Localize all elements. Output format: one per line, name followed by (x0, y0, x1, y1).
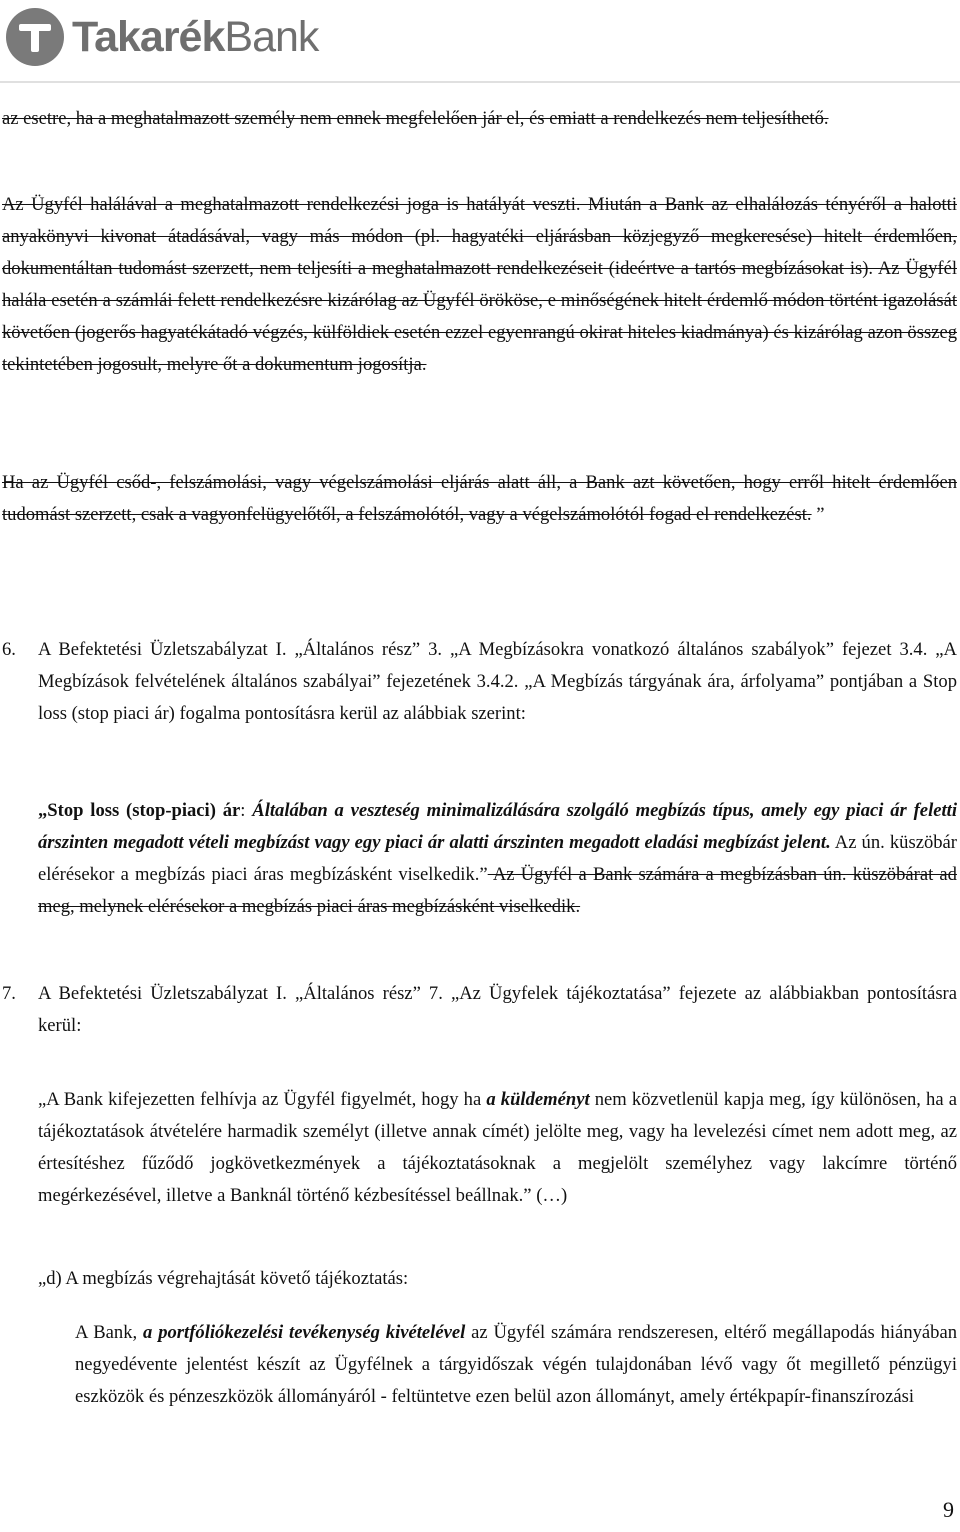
logo-text: TakarékBank (72, 12, 319, 61)
struck-paragraph-2: Az Ügyfél halálával a meghatalmazott rendelkezési joga is hatályát veszti. Miután a Bank az elhalálozás tényéről a halotti anyakönyvi kivonat átadásával, vagy más módon (pl. hagyatéki eljárásban közjegyző megkeresése) hitelt érdemlően, dokumentáltan tudomást szerzett, nem teljesíti a meghatalmazott rendelkezéseit (ideértve a tartós megbízásokat is). Az Ügyfél halála esetén a számlái felett rendelkezésre kizárólag az Ügyfél örököse, e minőségének hitelt érdemlő módon történt igazolását követően (jogerős hagyatékátadó végzés, külföldiek esetén ezzel egyenrangú okirat hiteles kiadmánya) és kizárólag azon összeg tekintetében jogosult, melyre őt a dokumentum jogosítja. (2, 194, 957, 375)
bank-logo (6, 8, 318, 66)
section-7-number: 7. (2, 983, 16, 1004)
logo-mark-icon (6, 8, 64, 66)
stop-loss-definition: „Stop loss (stop-piaci) ár: Általában a veszteség minimalizálására szolgáló megbízás típus, amely egy piaci ár feletti árszinten megadott vételi megbízást vagy egy piaci ár alatti árszinten megadott eladási megbízást jelent. Az ún. küszöbár elérésekor a megbízás piaci áras megbízásként viselkedik.” Az Ügyfél a Bank számára a megbízásban ún. küszöbárat ad meg, melynek elérésekor a megbízás piaci áras megbízásként viselkedik. (38, 800, 957, 917)
quote-paragraph-2: „d) A megbízás végrehajtását követő tájékoztatás: (38, 1268, 409, 1289)
section-7-text: A Befektetési Üzletszabályzat I. „Általános rész” 7. „Az Ügyfelek tájékoztatása” fejezete az alábbiakban pontosításra kerül: (38, 983, 957, 1036)
header-divider (0, 81, 960, 83)
struck-paragraph-3: Ha az Ügyfél csőd-, felszámolási, vagy végelszámolási eljárás alatt áll, a Bank azt követően, hogy erről hitelt érdemlően tudomást szerzett, csak a vagyonfelügyelőtől, a felszámolótól, vagy a végelszámolótól fogad el rendelkezést. ” (2, 472, 957, 525)
quote-paragraph-1: „A Bank kifejezetten felhívja az Ügyfél figyelmét, hogy ha a küldeményt nem közvetlenül kapja meg, így különösen, ha a tájékoztatások átvételére harmadik személyt (illetve annak címét) jelölte meg, vagy ha levelezési címet nem adott meg, az értesítéshez fűződő jogkövetkezmények a tájékoztatásoknak a megjelölt személyhez vagy lakcímre történő megérkezésével, illetve a Banknál történő kézbesítéssel beállnak.” (…) (38, 1089, 957, 1206)
quote-paragraph-3: A Bank, a portfóliókezelési tevékenység kivételével az Ügyfél számára rendszeresen, eltérő megállapodás hiányában negyedévente jelentést készít az Ügyfélnek a tárgyidőszak végén tulajdonában lévő vagy őt megillető pénzügyi eszközök és pénzeszközök állományáról - feltüntetve ezen belül azon állományt, amely értékpapír-finanszírozási (75, 1322, 958, 1407)
struck-paragraph-1: az esetre, ha a meghatalmazott személy nem ennek megfelelően jár el, és emiatt a rendelkezés nem teljesíthető. (2, 108, 829, 129)
section-6-text: A Befektetési Üzletszabályzat I. „Általános rész” 3. „A Megbízásokra vonatkozó általános szabályok” fejezet 3.4. „A Megbízások felvételének általános szabályai” fejezetének 3.4.2. „A Megbízás tárgyának ára, árfolyama” pontjában a Stop loss (stop piaci ár) fogalma pontosításra kerül az alábbiak szerint: (38, 639, 957, 724)
page-number: 9 (943, 1497, 954, 1522)
section-6-number: 6. (2, 639, 16, 660)
